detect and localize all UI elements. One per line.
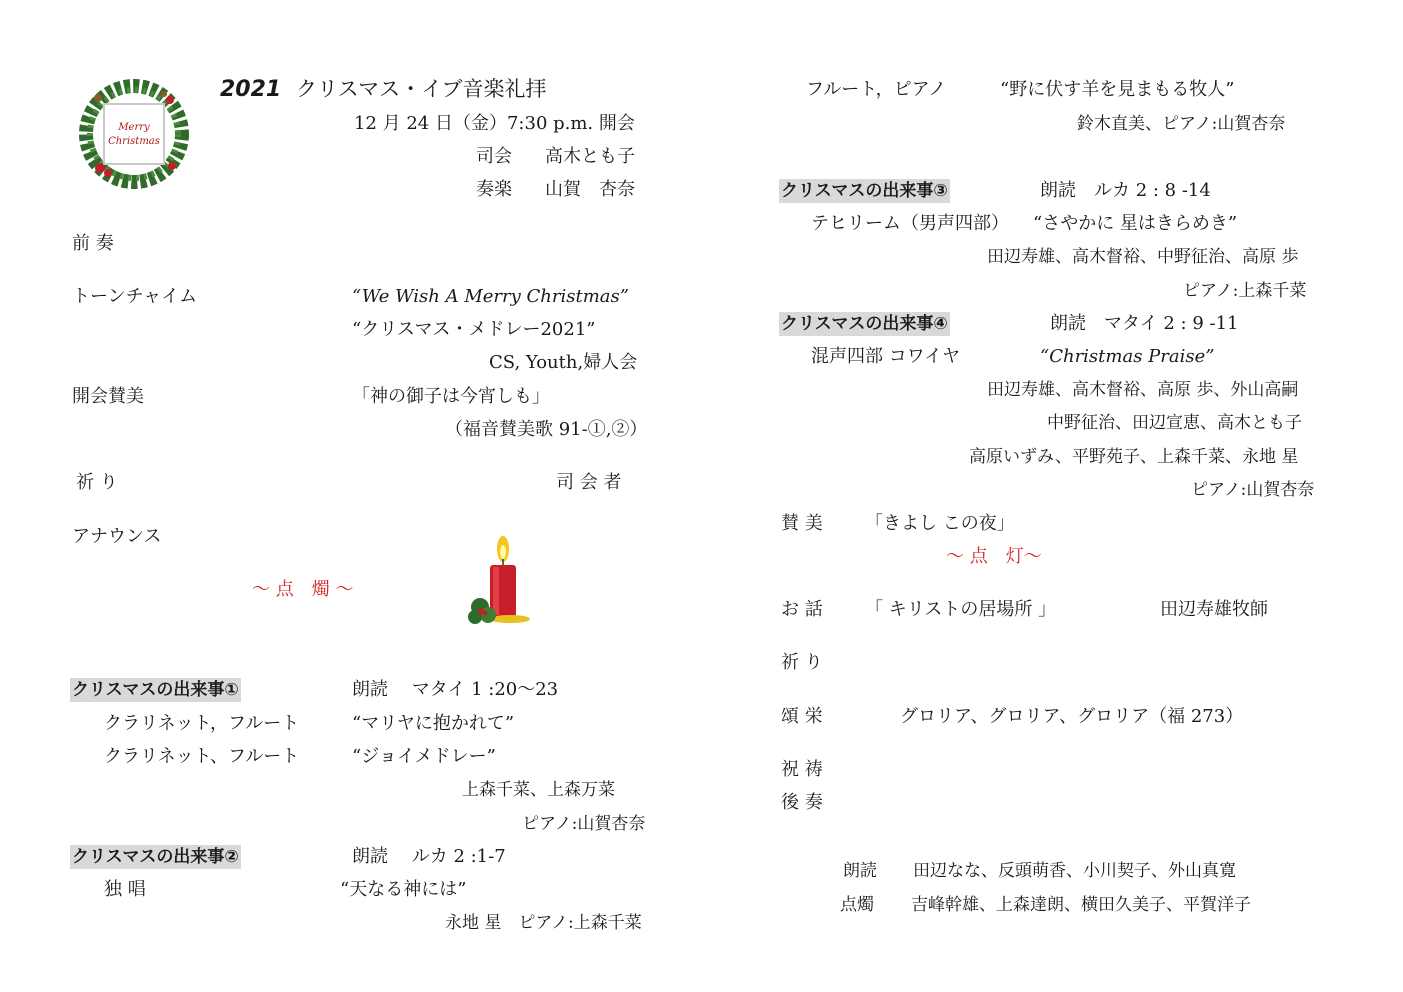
- event3-item-label: テヒリーム（男声四部）: [811, 213, 1009, 234]
- event3-piano: ピアノ:上森千菜: [1183, 281, 1307, 301]
- event3-reading: 朗読 ルカ 2 : 8 -14: [1040, 180, 1211, 201]
- header-year: 2021: [220, 77, 282, 102]
- svg-text:Christmas: Christmas: [108, 136, 160, 147]
- doxology-label: 頌 栄: [781, 706, 823, 727]
- music-role: 奏楽: [476, 179, 512, 200]
- event2-reading: 朗読 ルカ 2 :1-7: [352, 846, 506, 867]
- host-role: 司会: [476, 146, 512, 167]
- tonechime-song-2: “クリスマス・メドレー2021”: [352, 319, 596, 340]
- music-name: 山賀 杏奈: [545, 179, 635, 200]
- event1-performers: 上森千菜、上森万菜: [462, 780, 615, 800]
- prelude-label: 前 奏: [72, 233, 114, 254]
- event1-item2-label: クラリネット、フルート: [104, 746, 300, 767]
- top-performers: 鈴木直美、ピアノ:山賀杏奈: [1077, 114, 1286, 134]
- event3-heading: クリスマスの出来事③: [779, 179, 950, 203]
- host-name: 高木とも子: [545, 146, 635, 167]
- opening-hymn-title: 「神の御子は今宵しも」: [352, 386, 550, 407]
- candle-lighting-label: ～ 点 燭 ～: [252, 579, 354, 600]
- lighting-label: ～ 点 灯～: [946, 546, 1042, 567]
- candle-icon: [466, 533, 532, 625]
- event1-piano: ピアノ:山賀杏奈: [522, 814, 646, 834]
- event4-heading: クリスマスの出来事④: [779, 312, 950, 336]
- hymn-label: 賛 美: [781, 513, 823, 534]
- event3-item-title: “さやかに 星はきらめき”: [1033, 213, 1238, 234]
- prayer-label-right: 祈 り: [781, 652, 823, 673]
- event3-performers: 田辺寿雄、高木督裕、中野征治、高原 歩: [987, 247, 1299, 267]
- event1-item1-label: クラリネット，フルート: [104, 713, 300, 734]
- prayer-by: 司 会 者: [556, 472, 622, 493]
- svg-text:Merry: Merry: [118, 122, 150, 133]
- top-label: フルート，ピアノ: [806, 79, 947, 100]
- event2-heading: クリスマスの出来事②: [70, 845, 241, 869]
- event4-item-title: “Christmas Praise”: [1040, 346, 1215, 367]
- doxology-title: グロリア、グロリア、グロリア（福 273）: [900, 706, 1244, 727]
- wreath-icon: [78, 78, 190, 190]
- postlude-label: 後 奏: [781, 792, 823, 813]
- event2-item1-title: “天なる神には”: [340, 879, 467, 900]
- candle-people-names: 吉峰幹雄、上森達朗、横田久美子、平賀洋子: [911, 895, 1251, 915]
- readers-label: 朗読: [843, 861, 877, 881]
- opening-hymn-ref: （福音賛美歌 91-①,②）: [445, 419, 648, 440]
- tonechime-song-1: “We Wish A Merry Christmas”: [352, 286, 629, 307]
- event4-performers-3: 高原いずみ、平野苑子、上森千菜、永地 星: [969, 447, 1299, 467]
- page-title: クリスマス・イブ音楽礼拝: [296, 77, 547, 101]
- event1-item1-title: “マリヤに抱かれて”: [352, 713, 515, 734]
- tonechime-label: トーンチャイム: [72, 286, 198, 307]
- announce-label: アナウンス: [72, 526, 162, 547]
- top-title: “野に伏す羊を見まもる牧人”: [1000, 79, 1235, 100]
- header-date: 12 月 24 日（金）7:30 p.m. 開会: [354, 113, 635, 134]
- event4-reading: 朗読 マタイ 2 : 9 -11: [1050, 313, 1239, 334]
- readers-names: 田辺なな、反頭萌香、小川契子、外山真寛: [913, 861, 1236, 881]
- candle-people-label: 点燭: [840, 895, 874, 915]
- sermon-label: お 話: [781, 599, 823, 620]
- event1-item2-title: “ジョイメドレー”: [352, 746, 496, 767]
- sermon-title: 「 キリストの居場所 」: [865, 599, 1057, 620]
- prayer-label-left: 祈 り: [76, 472, 118, 493]
- hymn-title: 「きよし この夜」: [865, 513, 1015, 534]
- event1-heading: クリスマスの出来事①: [70, 678, 241, 702]
- sermon-by: 田辺寿雄牧師: [1160, 599, 1268, 620]
- tonechime-performers: CS, Youth,婦人会: [489, 352, 638, 373]
- event4-performers-1: 田辺寿雄、高木督裕、高原 歩、外山高嗣: [987, 380, 1299, 400]
- event2-performers: 永地 星 ピアノ:上森千菜: [445, 913, 642, 933]
- event1-reading: 朗読 マタイ 1 :20～23: [352, 679, 559, 700]
- opening-hymn-label: 開会賛美: [72, 386, 144, 407]
- event4-performers-2: 中野征治、田辺宣恵、高木とも子: [1047, 413, 1302, 433]
- event2-item1-label: 独 唱: [104, 879, 146, 900]
- event4-item-label: 混声四部 コワイヤ: [811, 346, 961, 367]
- benediction-label: 祝 祷: [781, 759, 823, 780]
- event4-piano: ピアノ:山賀杏奈: [1191, 480, 1315, 500]
